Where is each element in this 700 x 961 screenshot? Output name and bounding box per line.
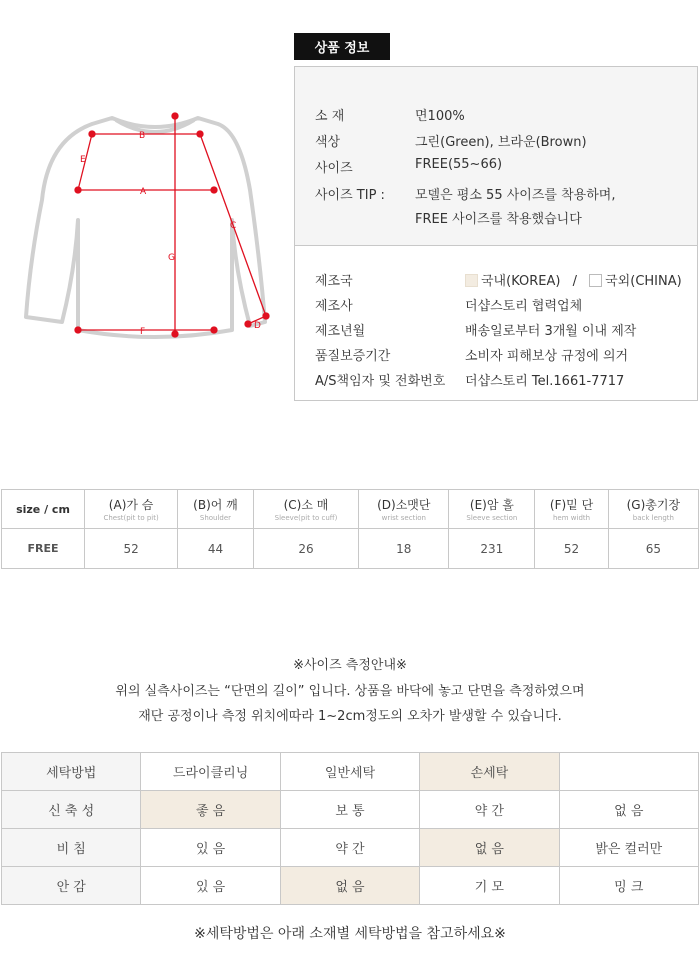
wash-cell — [559, 753, 698, 791]
info-label: 색상 — [315, 135, 341, 150]
size-header-sub: Sleeve(pit to cuff) — [274, 514, 338, 522]
wash-row — [2, 829, 699, 867]
size-header-name: (G)총기장 — [626, 498, 681, 512]
size-value: 44 — [178, 529, 254, 569]
size-header-cell — [253, 490, 358, 529]
size-header-sub: Sleeve section — [466, 514, 518, 522]
info-value: 소비자 피해보상 규정에 의거 — [465, 349, 629, 364]
product-info-box — [294, 66, 698, 401]
info-label: 사이즈 TIP : — [315, 188, 385, 203]
info-label: A/S책임자 및 전화번호 — [315, 374, 446, 389]
origin-china-checkbox — [589, 274, 602, 287]
wash-row-label: 안 감 — [2, 867, 141, 905]
size-value: 52 — [535, 529, 608, 569]
info-value: 모델은 평소 55 사이즈를 착용하며, — [415, 188, 616, 203]
diagram-label-a: A — [140, 187, 147, 197]
info-label: 소 재 — [315, 109, 345, 124]
size-header-cell — [359, 490, 449, 529]
diagram-label-c: C — [230, 221, 237, 231]
garment-measurement-diagram — [20, 110, 280, 350]
wash-cell-selected: 없 음 — [280, 867, 419, 905]
wash-row-label: 신 축 성 — [2, 791, 141, 829]
size-header-cell — [608, 490, 698, 529]
diagram-label-b: B — [139, 131, 146, 141]
size-value: 231 — [449, 529, 535, 569]
info-label: 사이즈 — [315, 161, 353, 176]
diagram-label-g: G — [168, 253, 175, 263]
wash-row — [2, 867, 699, 905]
size-header-sub: back length — [632, 514, 674, 522]
wash-cell: 없 음 — [559, 791, 698, 829]
wash-cell: 있 음 — [141, 829, 280, 867]
size-header-sub: wrist section — [381, 514, 426, 522]
size-header-name: (E)암 홀 — [469, 498, 514, 512]
info-value: 더샵스토리 협력업체 — [465, 299, 583, 314]
wash-cell: 밝은 컬러만 — [559, 829, 698, 867]
wash-cell: 보 통 — [280, 791, 419, 829]
info-label: 품질보증기간 — [315, 349, 391, 364]
size-header-sub: Chest(pit to pit) — [103, 514, 159, 522]
product-info-title: 상품 정보 — [294, 33, 390, 60]
info-label: 제조국 — [315, 274, 353, 289]
size-header-name: (F)밑 단 — [549, 498, 594, 512]
size-value: 18 — [359, 529, 449, 569]
size-row-label: FREE — [2, 529, 85, 569]
size-header-cell — [178, 490, 254, 529]
size-header-sub: Shoulder — [199, 514, 232, 522]
size-value: 52 — [85, 529, 178, 569]
info-value: 면100% — [415, 109, 465, 124]
wash-row — [2, 791, 699, 829]
wash-cell: 밍 크 — [559, 867, 698, 905]
product-info-top — [295, 67, 697, 246]
size-table-row — [2, 529, 699, 569]
wash-cell-selected: 없 음 — [420, 829, 559, 867]
measurement-note-title: ※사이즈 측정안내※ — [293, 658, 407, 673]
size-value: 26 — [253, 529, 358, 569]
origin-korea: 국내(KOREA) — [481, 274, 561, 289]
size-value: 65 — [608, 529, 698, 569]
wash-cell: 드라이클리닝 — [141, 753, 280, 791]
wash-table — [1, 752, 699, 905]
measurement-note-line: 위의 실측사이즈는 “단면의 길이” 입니다. 상품을 바닥에 놓고 단면을 측정하였으며 — [115, 684, 585, 699]
origin-value — [465, 270, 682, 289]
diagram-label-e: E — [80, 155, 86, 165]
size-table — [1, 489, 699, 569]
size-header-name: (C)소 매 — [283, 498, 329, 512]
wash-row-label: 세탁방법 — [2, 753, 141, 791]
wash-cell: 기 모 — [420, 867, 559, 905]
size-header-sub: hem width — [552, 514, 591, 522]
wash-row-label: 비 침 — [2, 829, 141, 867]
wash-cell: 약 간 — [280, 829, 419, 867]
wash-cell: 일반세탁 — [280, 753, 419, 791]
wash-cell: 약 간 — [420, 791, 559, 829]
info-value: 그린(Green), 브라운(Brown) — [415, 135, 587, 150]
origin-china: 국외(CHINA) — [605, 274, 682, 289]
wash-cell-selected: 손세탁 — [420, 753, 559, 791]
diagram-label-d: D — [254, 321, 261, 331]
info-value: FREE(55~66) — [415, 157, 503, 172]
info-value: 배송일로부터 3개월 이내 제작 — [465, 324, 637, 339]
origin-separator: / — [572, 274, 577, 289]
wash-footer-note: ※세탁방법은 아래 소재별 세탁방법을 참고하세요※ — [194, 926, 506, 942]
size-header-cell — [449, 490, 535, 529]
size-header-cell — [85, 490, 178, 529]
info-label: 제조년월 — [315, 324, 366, 339]
info-value: 더샵스토리 Tel.1661-7717 — [465, 374, 625, 389]
measurement-note-line: 재단 공정이나 측정 위치에따라 1~2cm정도의 오차가 발생할 수 있습니다. — [138, 709, 562, 724]
size-header-name: (B)어 깨 — [193, 498, 238, 512]
size-header-name: (A)가 슴 — [108, 498, 154, 512]
origin-korea-checkbox — [465, 274, 478, 287]
wash-row — [2, 753, 699, 791]
info-value: FREE 사이즈를 착용했습니다 — [415, 212, 582, 227]
size-header-cell — [535, 490, 608, 529]
size-header-name: (D)소맷단 — [377, 498, 431, 512]
size-table-header — [2, 490, 699, 529]
info-label: 제조사 — [315, 299, 353, 314]
wash-cell-selected: 좋 음 — [141, 791, 280, 829]
wash-cell: 있 음 — [141, 867, 280, 905]
diagram-label-f: F — [140, 327, 146, 337]
size-table-corner: size / cm — [2, 490, 85, 529]
